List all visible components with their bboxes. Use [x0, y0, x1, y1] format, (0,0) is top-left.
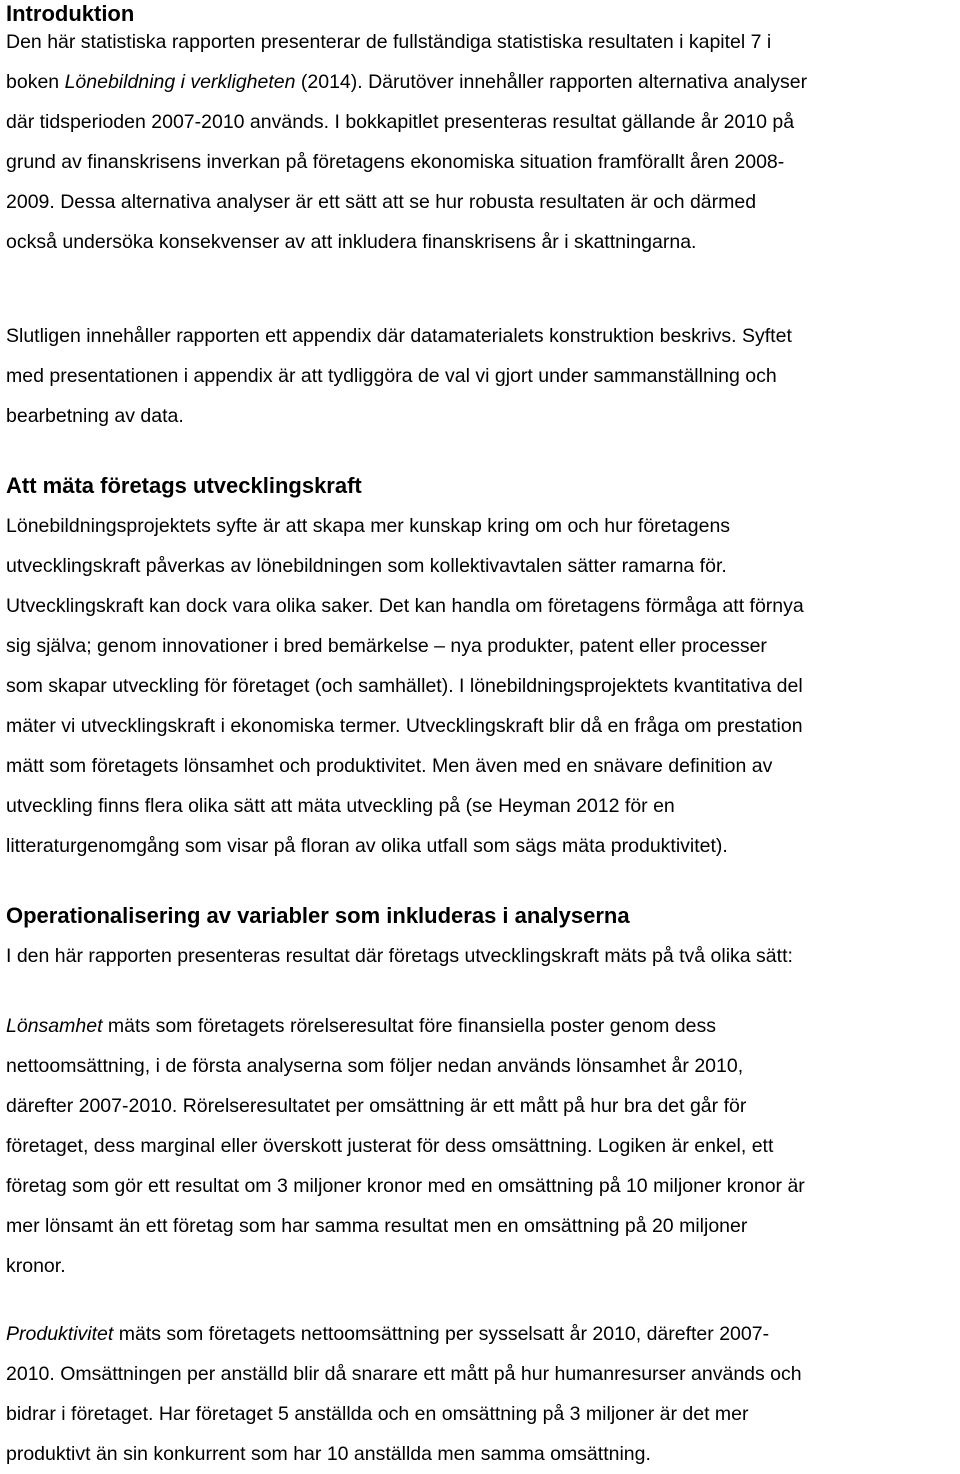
- text-line: också undersöka konsekvenser av att inkludera finanskrisens år i skattningarna.: [6, 231, 697, 253]
- paragraph-lonsamhet: [6, 1006, 954, 1286]
- text-line: därefter 2007-2010. Rörelseresultatet per omsättning är ett mått på hur bra det går för: [6, 1095, 747, 1117]
- text-line: med presentationen i appendix är att tydliggöra de val vi gjort under sammanställning och: [6, 365, 777, 387]
- text-line: litteraturgenomgång som visar på floran av olika utfall som sägs mäta produktivitet).: [6, 835, 728, 857]
- text-line: där tidsperioden 2007-2010 används. I bokkapitlet presenteras resultat gällande år 2010 på: [6, 111, 795, 133]
- text-line: kronor.: [6, 1255, 66, 1277]
- text-line: mäter vi utvecklingskraft i ekonomiska termer. Utvecklingskraft blir då en fråga om prestation: [6, 715, 803, 737]
- paragraph-produktivitet: [6, 1314, 954, 1474]
- text-line: Slutligen innehåller rapporten ett appendix där datamaterialets konstruktion beskrivs. Syftet: [6, 325, 792, 347]
- paragraph-intro-1: [6, 22, 954, 262]
- text-line: företaget, dess marginal eller överskott justerat för dess omsättning. Logiken är enkel, ett: [6, 1135, 774, 1157]
- text-line: utvecklingskraft påverkas av lönebildningen som kollektivavtalen sätter ramarna för.: [6, 555, 727, 577]
- text-line: Den här statistiska rapporten presenterar de fullständiga statistiska resultaten i kapitel 7 i: [6, 31, 772, 53]
- heading-att-mata: Att mäta företags utvecklingskraft: [6, 473, 362, 498]
- text-line: Lönebildningsprojektets syfte är att skapa mer kunskap kring om och hur företagens: [6, 515, 731, 537]
- text-line: Produktivitet mäts som företagets nettoomsättning per sysselsatt år 2010, därefter 2007-: [6, 1323, 770, 1345]
- text-line: bearbetning av data.: [6, 405, 184, 427]
- text-line: Utvecklingskraft kan dock vara olika saker. Det kan handla om företagens förmåga att förnya: [6, 595, 804, 617]
- text-line: som skapar utveckling för företaget (och samhället). I lönebildningsprojektets kvantitativa del: [6, 675, 803, 697]
- paragraph-oper-intro: I den här rapporten presenteras resultat där företags utvecklingskraft mäts på två olika sätt:: [6, 945, 793, 967]
- text-line: företag som gör ett resultat om 3 miljoner kronor med en omsättning på 10 miljoner kronor är: [6, 1175, 805, 1197]
- emphasis: Lönsamhet: [6, 1015, 103, 1037]
- emphasis: Lönebildning i verkligheten: [64, 71, 296, 93]
- heading-introduktion: Introduktion: [6, 1, 135, 26]
- emphasis: Produktivitet: [6, 1323, 114, 1345]
- text-line: produktivt än sin konkurrent som har 10 anställda men samma omsättning.: [6, 1443, 651, 1465]
- paragraph-intro-2: [6, 316, 954, 436]
- heading-operationalisering: Operationalisering av variabler som inkluderas i analyserna: [6, 903, 630, 928]
- paragraph-measure: [6, 506, 954, 866]
- text-line: sig själva; genom innovationer i bred bemärkelse – nya produkter, patent eller processer: [6, 635, 767, 657]
- text-line: grund av finanskrisens inverkan på företagens ekonomiska situation framförallt åren 2008-: [6, 151, 785, 173]
- text-line: utveckling finns flera olika sätt att mäta utveckling på (se Heyman 2012 för en: [6, 795, 675, 817]
- text-line: 2009. Dessa alternativa analyser är ett sätt att se hur robusta resultaten är och därmed: [6, 191, 757, 213]
- text-line: mätt som företagets lönsamhet och produktivitet. Men även med en snävare definition av: [6, 755, 773, 777]
- text-line: nettoomsättning, i de första analyserna som följer nedan används lönsamhet år 2010,: [6, 1055, 744, 1077]
- text-line: mer lönsamt än ett företag som har samma resultat men en omsättning på 20 miljoner: [6, 1215, 748, 1237]
- text-line: bidrar i företaget. Har företaget 5 anställda och en omsättning på 3 miljoner är det mer: [6, 1403, 749, 1425]
- text-line: 2010. Omsättningen per anställd blir då snarare ett mått på hur humanresurser används och: [6, 1363, 802, 1385]
- text-line: Lönsamhet mäts som företagets rörelseresultat före finansiella poster genom dess: [6, 1015, 716, 1037]
- text-line: boken Lönebildning i verkligheten (2014). Därutöver innehåller rapporten alternativa analyser: [6, 71, 808, 93]
